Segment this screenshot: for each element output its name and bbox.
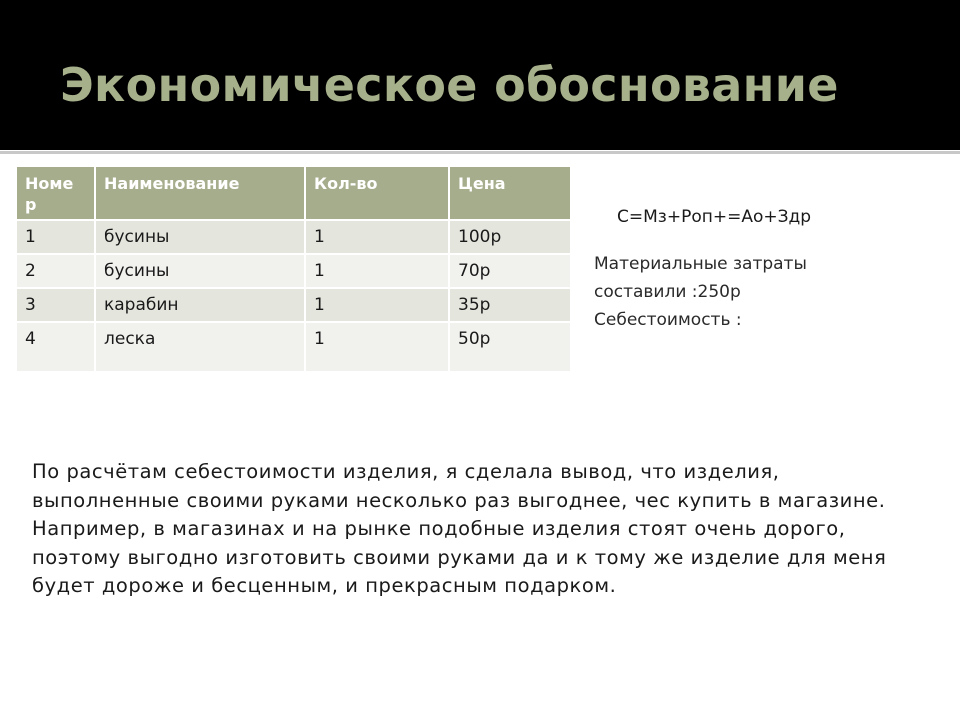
summary-line: составили :250р xyxy=(594,282,741,302)
cell-number: 1 xyxy=(16,220,95,254)
table-row xyxy=(16,288,571,322)
summary-line: Материальные затраты xyxy=(594,254,807,274)
header-name: Наименование xyxy=(95,166,305,220)
header-number: Номе р xyxy=(16,166,95,220)
table-row xyxy=(16,322,571,372)
cell-number: 2 xyxy=(16,254,95,288)
cell-quantity: 1 xyxy=(305,254,449,288)
cell-price: 35р xyxy=(449,288,571,322)
cell-price: 50р xyxy=(449,322,571,372)
cell-name: бусины xyxy=(95,220,305,254)
header-quantity: Кол-во xyxy=(305,166,449,220)
cost-summary xyxy=(594,250,807,334)
cell-quantity: 1 xyxy=(305,288,449,322)
conclusion-paragraph: По расчётам себестоимости изделия, я сделала вывод, что изделия, выполненные своими руками несколько раз выгоднее, чес купить в магазине. Например, в магазинах и на рынке подобные изделия стоят очень дорого, поэтому выгодно изготовить своими руками да и к тому же изделие для меня будет дороже и бесценным, и прекрасным подарком. xyxy=(32,460,887,597)
table-row xyxy=(16,254,571,288)
cell-quantity: 1 xyxy=(305,220,449,254)
cell-number: 4 xyxy=(16,322,95,372)
table-row xyxy=(16,220,571,254)
cell-name: карабин xyxy=(95,288,305,322)
title-divider xyxy=(0,151,960,154)
cell-name: бусины xyxy=(95,254,305,288)
cell-number: 3 xyxy=(16,288,95,322)
title-bar xyxy=(0,0,960,150)
cell-name: леска xyxy=(95,322,305,372)
cell-price: 70р xyxy=(449,254,571,288)
slide-title: Экономическое обоснование xyxy=(60,58,839,112)
summary-line: Себестоимость : xyxy=(594,310,742,330)
cost-formula: С=Мз+Роп+=Ао+Здр xyxy=(617,207,812,227)
cell-quantity: 1 xyxy=(305,322,449,372)
cost-table xyxy=(15,165,572,373)
table-header-row xyxy=(16,166,571,220)
cell-price: 100р xyxy=(449,220,571,254)
header-price: Цена xyxy=(449,166,571,220)
